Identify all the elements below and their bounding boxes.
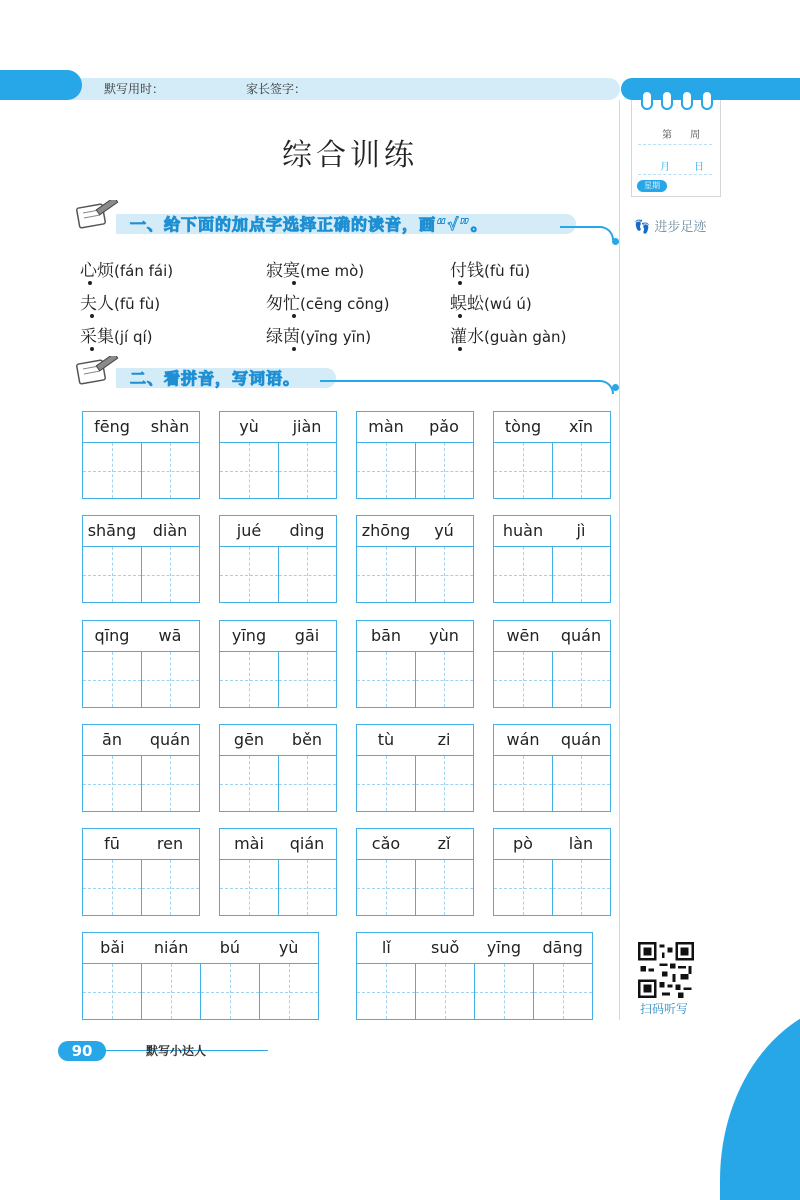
writing-grid[interactable] (219, 515, 337, 603)
section2-curve (320, 380, 614, 394)
writing-box[interactable] (415, 964, 474, 1019)
writing-box[interactable] (357, 964, 415, 1019)
pinyin-syllable: wā (158, 626, 182, 645)
writing-box[interactable] (357, 443, 415, 498)
weekday-badge: 星期 (637, 180, 667, 192)
box-row (357, 443, 473, 498)
writing-box[interactable] (141, 652, 200, 707)
pinyin-syllable: màn (368, 417, 404, 436)
emphasis-dot (90, 314, 94, 318)
writing-box[interactable] (415, 652, 474, 707)
writing-box[interactable] (415, 443, 474, 498)
pinyin-row (83, 516, 199, 547)
pinyin-syllable: suǒ (430, 938, 460, 957)
pencil-notebook-icon (74, 200, 122, 230)
writing-box[interactable] (220, 860, 278, 915)
time-label: 默写用时： (104, 82, 165, 96)
ring-icon (681, 90, 693, 110)
pinyin-syllable: tù (377, 730, 395, 749)
writing-grid[interactable] (356, 620, 474, 708)
emphasis-dot (458, 314, 462, 318)
writing-box[interactable] (415, 547, 474, 602)
writing-grid[interactable] (82, 932, 319, 1020)
box-row (83, 860, 199, 915)
pinyin-syllable: pò (513, 834, 533, 853)
emphasis-dot (292, 281, 296, 285)
writing-box[interactable] (83, 860, 141, 915)
pinyin-row (220, 412, 336, 443)
box-row (83, 443, 199, 498)
writing-box[interactable] (278, 756, 337, 811)
qr-label: 扫码听写 (640, 1002, 689, 1016)
pinyin-row (494, 412, 610, 443)
pinyin-syllable: pǎo (429, 417, 459, 436)
pinyin-row (220, 621, 336, 652)
list-item: 灌水(guàn gàn) (450, 327, 567, 347)
ring-icon (701, 90, 713, 110)
box-row (357, 756, 473, 811)
emphasis-dot (292, 347, 296, 351)
list-item: 绿茵(yīng yīn) (266, 327, 372, 347)
pinyin-syllable: wēn (506, 626, 540, 645)
pinyin-syllable: cǎo (371, 834, 401, 853)
writing-box[interactable] (83, 964, 141, 1019)
writing-grid[interactable] (493, 724, 611, 812)
pinyin-row (83, 933, 318, 964)
ring-icon (641, 90, 653, 110)
writing-grid[interactable] (219, 411, 337, 499)
box-row (220, 860, 336, 915)
box-row (494, 756, 610, 811)
pinyin-row (83, 621, 199, 652)
pinyin-syllable: bú (219, 938, 241, 957)
pinyin-syllable: nián (153, 938, 189, 957)
section2-heading: 二、看拼音，写词语。 (130, 369, 301, 388)
pinyin-row (83, 725, 199, 756)
pinyin-row (357, 829, 473, 860)
ring-icon (661, 90, 673, 110)
writing-box[interactable] (494, 547, 552, 602)
box-row (494, 443, 610, 498)
writing-box[interactable] (357, 547, 415, 602)
pinyin-syllable: běn (291, 730, 323, 749)
pinyin-row (357, 725, 473, 756)
footprint-icon: 👣 (634, 220, 651, 235)
margin-divider (619, 100, 620, 1020)
box-row (220, 443, 336, 498)
pinyin-row (357, 621, 473, 652)
day-label: 日 (694, 162, 704, 173)
writing-box[interactable] (83, 756, 141, 811)
book-title: 默写小达人 (146, 1044, 207, 1058)
signature-label: 家长签字： (246, 82, 307, 96)
writing-grid[interactable] (493, 411, 611, 499)
pinyin-syllable: shàn (150, 417, 190, 436)
emphasis-dot (90, 347, 94, 351)
writing-box[interactable] (357, 756, 415, 811)
pinyin-syllable: yùn (429, 626, 459, 645)
writing-grid[interactable] (356, 515, 474, 603)
pinyin-syllable: huàn (502, 521, 544, 540)
week-label: 第 (662, 130, 672, 141)
box-row (220, 547, 336, 602)
pinyin-syllable: ren (156, 834, 184, 853)
writing-grid[interactable] (82, 515, 200, 603)
box-row (83, 547, 199, 602)
writing-box[interactable] (83, 443, 141, 498)
corner-decoration (720, 1000, 800, 1200)
writing-grid[interactable] (356, 828, 474, 916)
writing-box[interactable] (415, 860, 474, 915)
pinyin-row (220, 725, 336, 756)
writing-box[interactable] (474, 964, 533, 1019)
pinyin-syllable: làn (568, 834, 594, 853)
header-accent (0, 70, 82, 100)
writing-grid[interactable] (219, 828, 337, 916)
writing-box[interactable] (552, 756, 611, 811)
writing-grid[interactable] (82, 620, 200, 708)
writing-grid[interactable] (356, 932, 593, 1020)
pinyin-syllable: bǎi (100, 938, 125, 957)
writing-grid[interactable] (493, 515, 611, 603)
pinyin-row (220, 829, 336, 860)
week-suffix: 周 (690, 130, 700, 141)
pinyin-syllable: lǐ (381, 938, 391, 957)
writing-box[interactable] (141, 964, 200, 1019)
list-item: 付钱(fù fū) (450, 261, 531, 281)
writing-box[interactable] (552, 443, 611, 498)
pinyin-row (357, 933, 592, 964)
writing-box[interactable] (494, 652, 552, 707)
section1-heading: 一、给下面的加点字选择正确的读音，画“√”。 (130, 215, 488, 234)
box-row (220, 756, 336, 811)
pinyin-syllable: yù (239, 417, 259, 436)
writing-box[interactable] (552, 860, 611, 915)
list-item: 采集(jí qí) (80, 327, 153, 347)
section2-dot (612, 384, 619, 391)
box-row (494, 860, 610, 915)
writing-box[interactable] (278, 547, 337, 602)
writing-box[interactable] (415, 756, 474, 811)
writing-grid[interactable] (219, 724, 337, 812)
writing-box[interactable] (494, 443, 552, 498)
writing-box[interactable] (220, 443, 278, 498)
pinyin-syllable: yù (278, 938, 299, 957)
pinyin-row (494, 621, 610, 652)
writing-box[interactable] (357, 860, 415, 915)
writing-grid[interactable] (82, 411, 200, 499)
emphasis-dot (458, 281, 462, 285)
pinyin-syllable: ān (102, 730, 122, 749)
writing-box[interactable] (83, 547, 141, 602)
pinyin-syllable: dāng (542, 938, 583, 957)
pinyin-row (357, 412, 473, 443)
pinyin-syllable: fēng (94, 417, 130, 436)
pinyin-syllable: jì (576, 521, 586, 540)
writing-box[interactable] (141, 756, 200, 811)
pinyin-syllable: xīn (568, 417, 594, 436)
pinyin-syllable: gēn (233, 730, 265, 749)
writing-box[interactable] (141, 443, 200, 498)
box-row (494, 652, 610, 707)
pinyin-syllable: zi (437, 730, 451, 749)
writing-box[interactable] (83, 652, 141, 707)
writing-box[interactable] (200, 964, 259, 1019)
box-row (357, 547, 473, 602)
box-row (357, 860, 473, 915)
page-title: 综合训练 (282, 138, 418, 173)
section1-curve (560, 226, 614, 240)
box-row (83, 964, 318, 1019)
pinyin-syllable: quán (149, 730, 191, 749)
pinyin-row (494, 725, 610, 756)
writing-grid[interactable] (82, 724, 200, 812)
writing-grid[interactable] (493, 620, 611, 708)
pinyin-syllable: quán (560, 730, 602, 749)
list-item: 蜈蚣(wú ú) (450, 294, 532, 314)
pinyin-syllable: zhōng (361, 521, 411, 540)
writing-box[interactable] (220, 756, 278, 811)
pinyin-syllable: bān (370, 626, 402, 645)
pinyin-syllable: quán (560, 626, 602, 645)
list-item: 匆忙(cēng cōng) (266, 294, 390, 314)
section1-dot (612, 238, 619, 245)
pinyin-row (220, 516, 336, 547)
calendar-line (638, 174, 712, 175)
writing-box[interactable] (533, 964, 592, 1019)
writing-box[interactable] (141, 860, 200, 915)
writing-box[interactable] (552, 652, 611, 707)
pinyin-syllable: gāi (294, 626, 320, 645)
writing-box[interactable] (278, 860, 337, 915)
writing-box[interactable] (494, 756, 552, 811)
pinyin-syllable: jiàn (292, 417, 322, 436)
writing-box[interactable] (220, 652, 278, 707)
pinyin-row (494, 829, 610, 860)
pinyin-syllable: dìng (289, 521, 325, 540)
writing-grid[interactable] (219, 620, 337, 708)
writing-box[interactable] (494, 860, 552, 915)
pinyin-row (83, 829, 199, 860)
pinyin-row (494, 516, 610, 547)
pinyin-syllable: yīng (231, 626, 267, 645)
writing-grid[interactable] (493, 828, 611, 916)
progress-label: 👣 进步足迹 (634, 220, 707, 235)
pinyin-syllable: mài (234, 834, 264, 853)
page-number: 90 (58, 1041, 106, 1061)
pinyin-syllable: wán (506, 730, 540, 749)
box-row (83, 652, 199, 707)
pinyin-syllable: diàn (152, 521, 188, 540)
writing-box[interactable] (259, 964, 318, 1019)
writing-box[interactable] (278, 652, 337, 707)
box-row (357, 964, 592, 1019)
list-item: 心烦(fán fái) (80, 261, 174, 281)
box-row (357, 652, 473, 707)
emphasis-dot (88, 281, 92, 285)
list-item: 寂寞(me mò) (266, 261, 365, 281)
writing-box[interactable] (278, 443, 337, 498)
pinyin-syllable: yīng (486, 938, 521, 957)
writing-grid[interactable] (356, 411, 474, 499)
writing-grid[interactable] (82, 828, 200, 916)
pinyin-syllable: tòng (504, 417, 542, 436)
writing-grid[interactable] (356, 724, 474, 812)
emphasis-dot (458, 347, 462, 351)
pinyin-syllable: qián (289, 834, 325, 853)
pencil-notebook-icon (74, 356, 122, 386)
pinyin-row (357, 516, 473, 547)
box-row (220, 652, 336, 707)
writing-box[interactable] (357, 652, 415, 707)
list-item: 夫人(fū fù) (80, 294, 161, 314)
pinyin-syllable: zǐ (437, 834, 451, 853)
box-row (83, 756, 199, 811)
pinyin-syllable: yú (434, 521, 454, 540)
pinyin-row (83, 412, 199, 443)
writing-box[interactable] (141, 547, 200, 602)
pinyin-syllable: jué (236, 521, 262, 540)
pinyin-syllable: shāng (87, 521, 137, 540)
qr-code-icon[interactable] (638, 942, 694, 998)
box-row (494, 547, 610, 602)
pinyin-syllable: qīng (94, 626, 130, 645)
writing-box[interactable] (552, 547, 611, 602)
emphasis-dot (292, 314, 296, 318)
month-label: 月 (660, 162, 670, 173)
pinyin-syllable: fū (104, 834, 120, 853)
writing-box[interactable] (220, 547, 278, 602)
